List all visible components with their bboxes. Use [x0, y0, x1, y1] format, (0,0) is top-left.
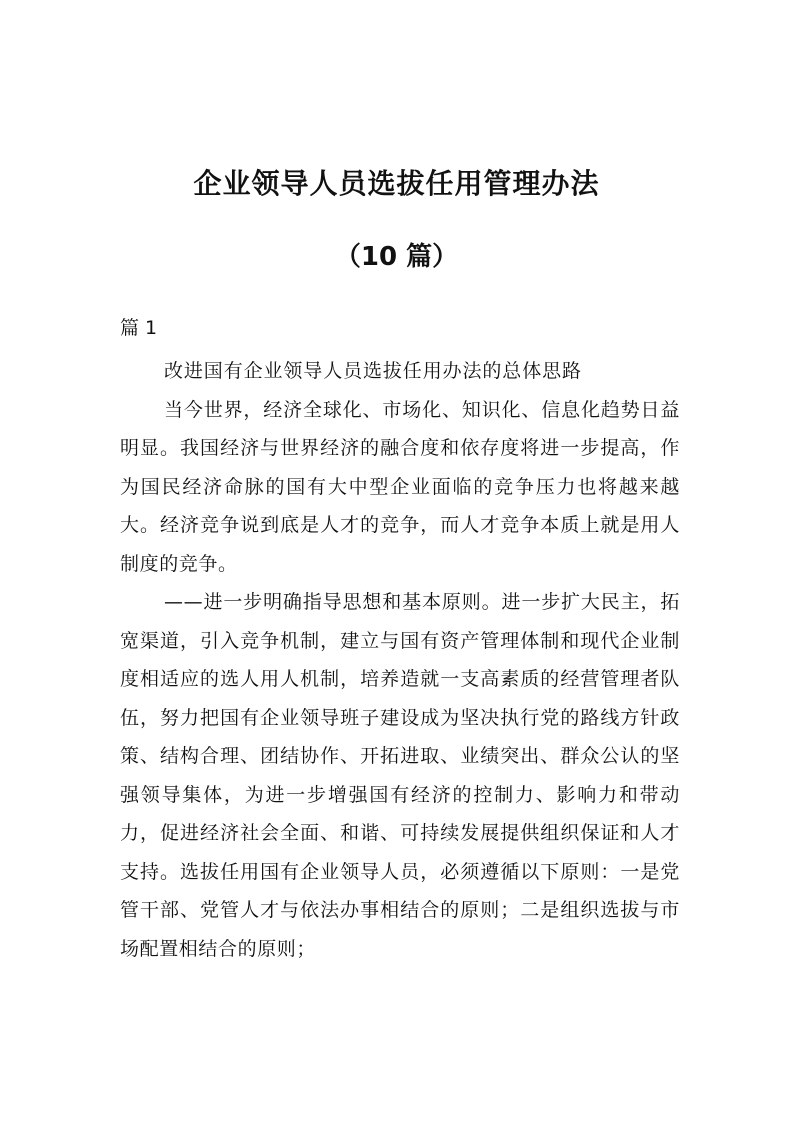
paragraph: ——进一步明确指导思想和基本原则。进一步扩大民主，拓宽渠道，引入竞争机制，建立与国有资产管理体制和现代企业制度相适应的选人用人机制，培养造就一支高素质的经营管理者队伍，努力把国有企业领导班子建设成为坚决执行党的路线方针政策、结构合理、团结协作、开拓进取、业绩突出、群众公认的坚强领导集体，为进一步增强国有经济的控制力、影响力和带动力，促进经济社会全面、和谐、可持续发展提供组织保证和人才支持。选拔任用国有企业领导人员，必须遵循以下原则：一是党管干部、党管人才与依法办事相结合的原则；二是组织选拔与市场配置相结合的原则；: [120, 591, 680, 960]
document-subtitle: （10 篇）: [334, 242, 459, 272]
document-body: [120, 352, 680, 968]
section-label: 篇 1: [120, 317, 158, 339]
paragraph-heading: 改进国有企业领导人员选拔任用办法的总体思路: [164, 360, 582, 382]
paragraph: 当今世界，经济全球化、市场化、知识化、信息化趋势日益明显。我国经济与世界经济的融合度和依存度将进一步提高，作为国民经济命脉的国有大中型企业面临的竞争压力也将越来越大。经济竞争说到底是人才的竞争，而人才竞争本质上就是用人制度的竞争。: [120, 398, 680, 575]
document-title: 企业领导人员选拔任用管理办法: [193, 167, 600, 200]
